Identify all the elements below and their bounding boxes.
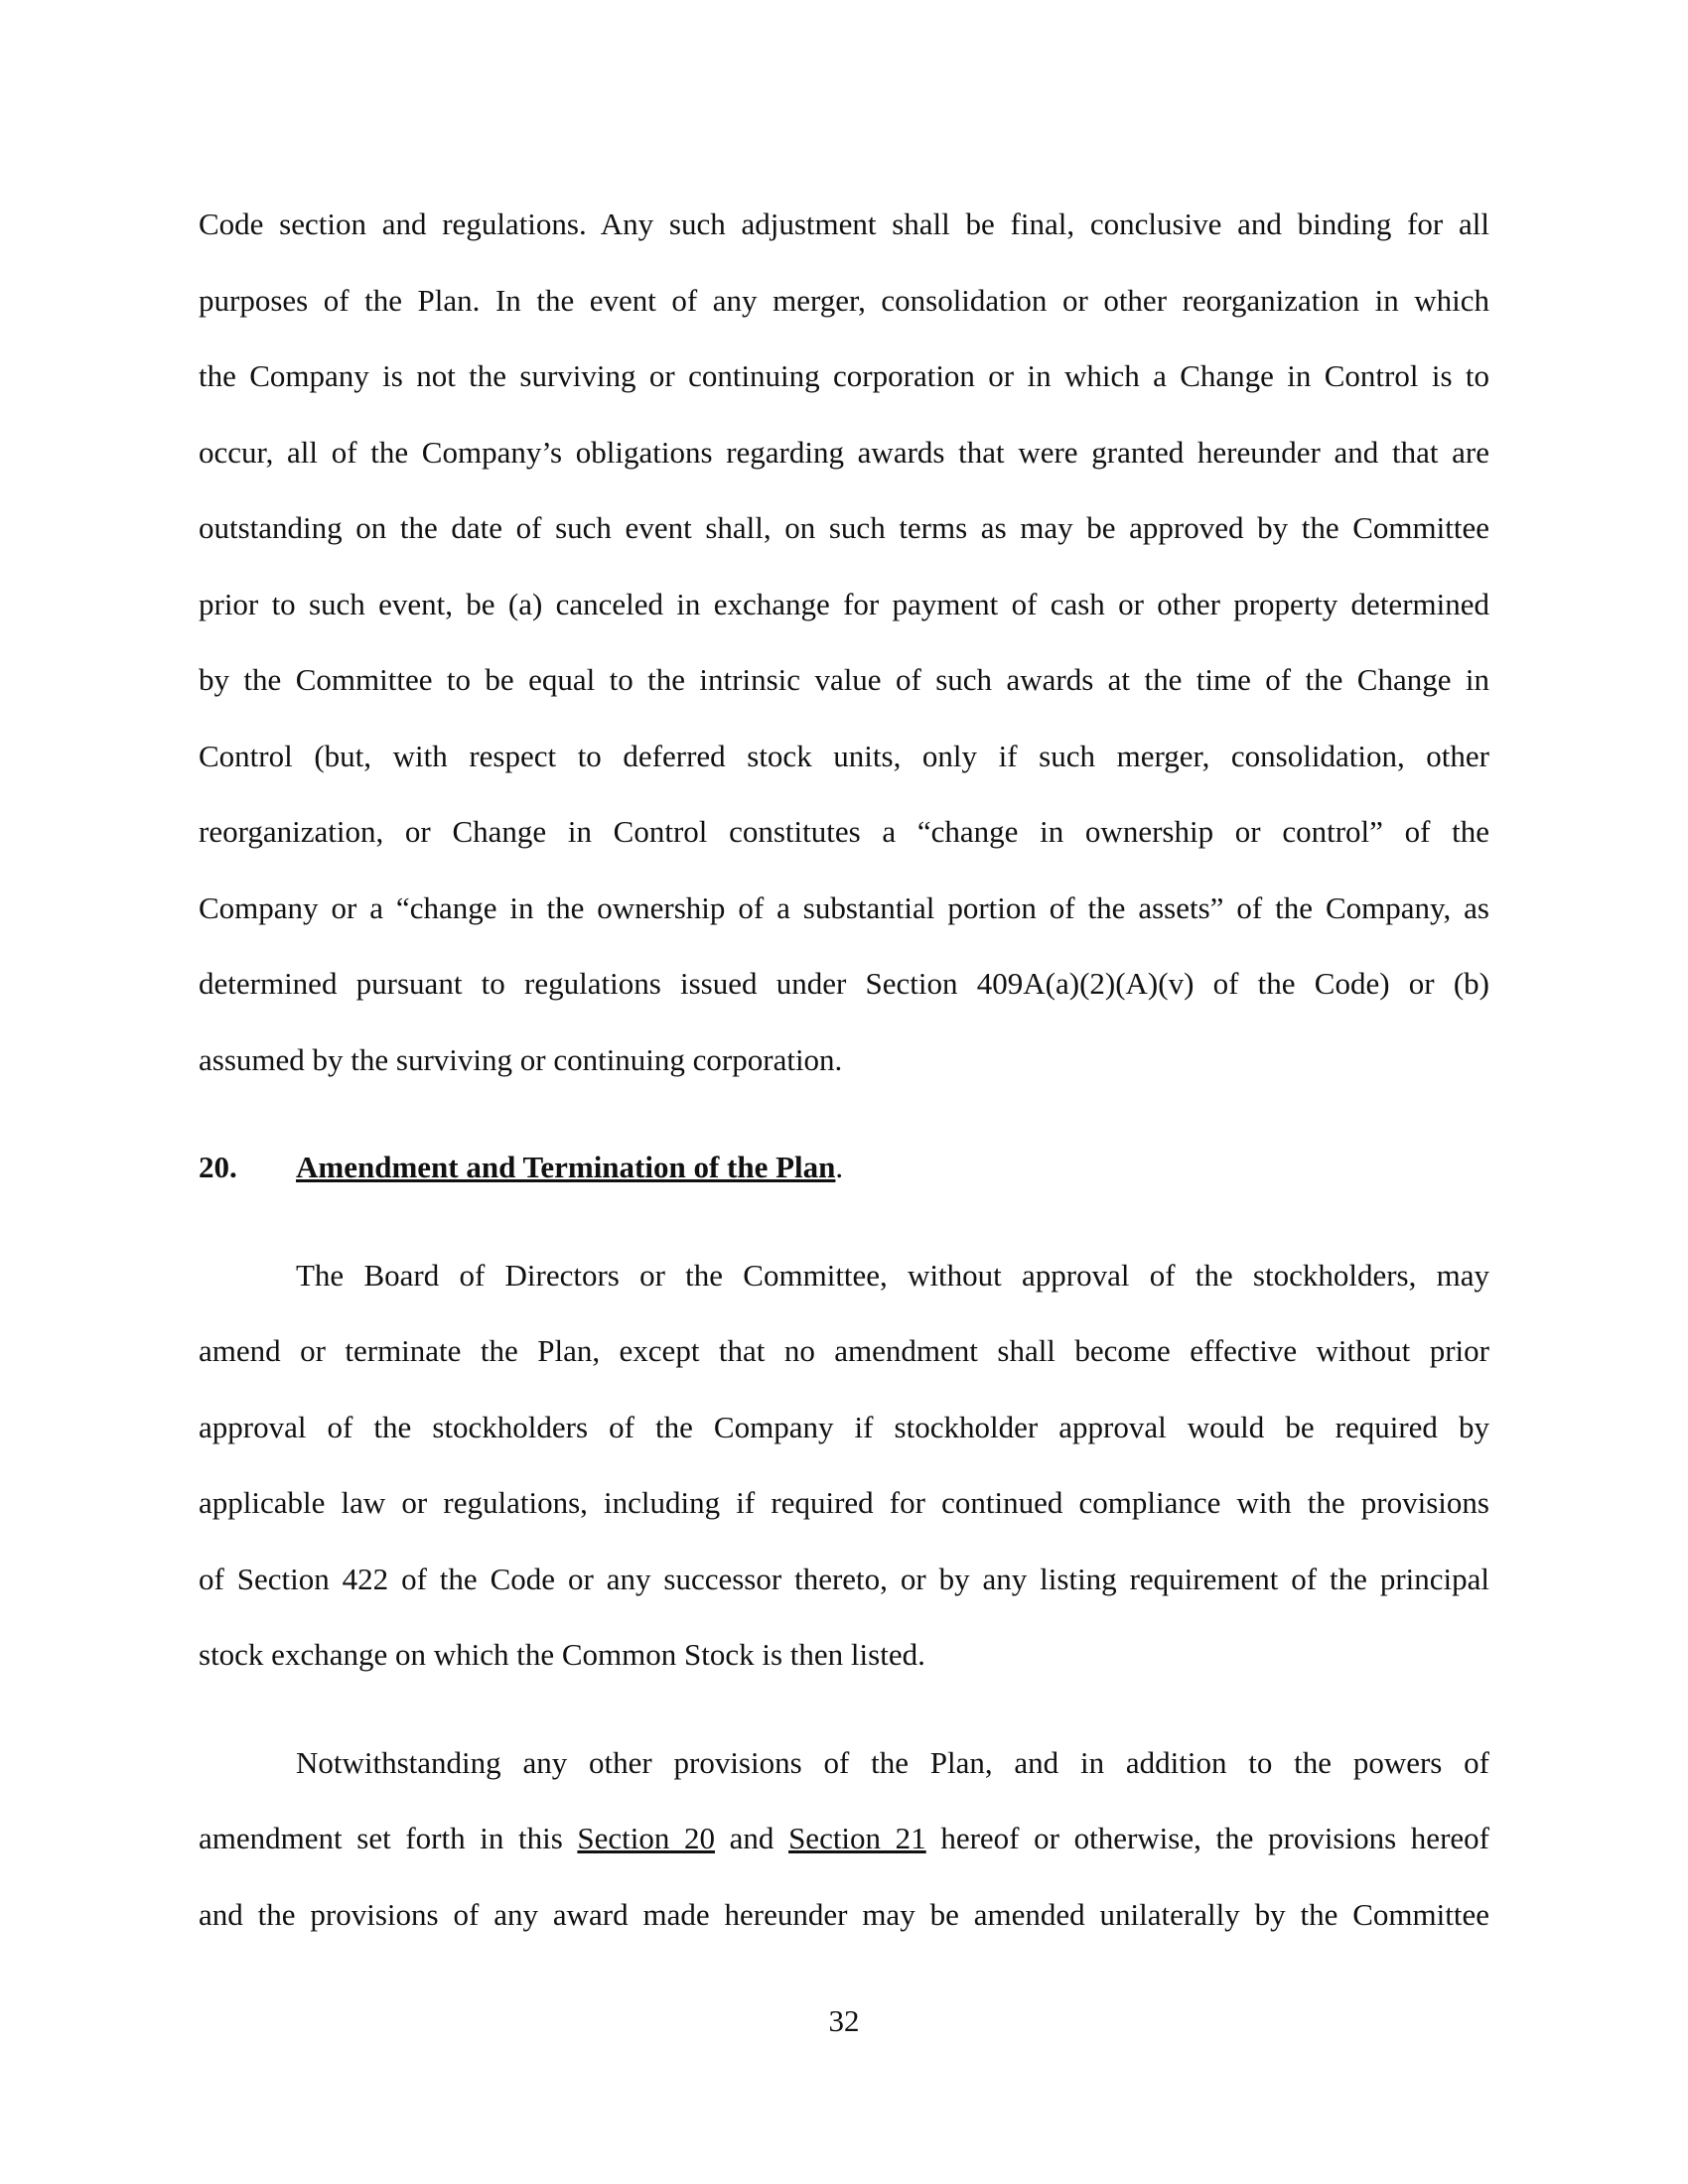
section-21-reference: Section 21 xyxy=(788,1821,926,1855)
document-page xyxy=(199,187,1489,1953)
paragraph-line: and the provisions of any award made hereunder may be amended unilaterally by the Committee xyxy=(199,1896,1489,1932)
paragraph-line: purposes of the Plan. In the event of any merger, consolidation or other reorganization in which xyxy=(199,282,1489,318)
paragraph-line: determined pursuant to regulations issued under Section 409A(a)(2)(A)(v) of the Code) or (b) xyxy=(199,966,1489,1001)
paragraph-line xyxy=(199,1801,1489,1877)
paragraph-line: Company or a “change in the ownership of a substantial portion of the assets” of the Company, as xyxy=(199,889,1489,925)
text-run: hereof or otherwise, the provisions hereof xyxy=(925,1821,1489,1855)
paragraph-line: The Board of Directors or the Committee, without approval of the stockholders, may xyxy=(296,1257,1489,1293)
section-title-period: . xyxy=(835,1150,844,1184)
paragraph-line: the Company is not the surviving or continuing corporation or in which a Change in Control is to xyxy=(199,358,1489,393)
text-run: amendment set forth in this xyxy=(199,1821,578,1855)
paragraph-line: Notwithstanding any other provisions of the Plan, and in addition to the powers of xyxy=(296,1744,1489,1780)
paragraph-adjustment xyxy=(199,187,1489,1098)
paragraph-line: Control (but, with respect to deferred stock units, only if such merger, consolidation, other xyxy=(199,738,1489,773)
paragraph-line: Code section and regulations. Any such adjustment shall be final, conclusive and binding for all xyxy=(199,206,1489,241)
paragraph-line: reorganization, or Change in Control constitutes a “change in ownership or control” of the xyxy=(199,814,1489,849)
paragraph-line: by the Committee to be equal to the intrinsic value of such awards at the time of the Change in xyxy=(199,662,1489,697)
paragraph-line: amend or terminate the Plan, except that no amendment shall become effective without prior xyxy=(199,1333,1489,1368)
paragraph-amendment xyxy=(199,1238,1489,1694)
section-20-reference: Section 20 xyxy=(577,1821,716,1855)
paragraph-line: applicable law or regulations, including if required for continued compliance with the provisions xyxy=(199,1485,1489,1520)
section-title: Amendment and Termination of the Plan xyxy=(296,1150,836,1184)
paragraph-line: approval of the stockholders of the Company if stockholder approval would be required by xyxy=(199,1409,1489,1444)
section-number: 20. xyxy=(199,1150,237,1184)
paragraph-spacer xyxy=(199,1694,1489,1725)
section-heading xyxy=(199,1130,1489,1206)
paragraph-line: of Section 422 of the Code or any successor thereto, or by any listing requirement of the principal xyxy=(199,1561,1489,1596)
text-run: and xyxy=(715,1821,789,1855)
paragraph-line: prior to such event, be (a) canceled in exchange for payment of cash or other property determined xyxy=(199,586,1489,621)
paragraph-line: stock exchange on which the Common Stock is then listed. xyxy=(199,1637,925,1672)
paragraph-line: outstanding on the date of such event shall, on such terms as may be approved by the Committee xyxy=(199,510,1489,545)
paragraph-line: occur, all of the Company’s obligations regarding awards that were granted hereunder and that are xyxy=(199,434,1489,470)
paragraph-notwithstanding xyxy=(199,1725,1489,1954)
page-number: 32 xyxy=(828,2003,860,2038)
paragraph-line: assumed by the surviving or continuing corporation. xyxy=(199,1041,843,1077)
